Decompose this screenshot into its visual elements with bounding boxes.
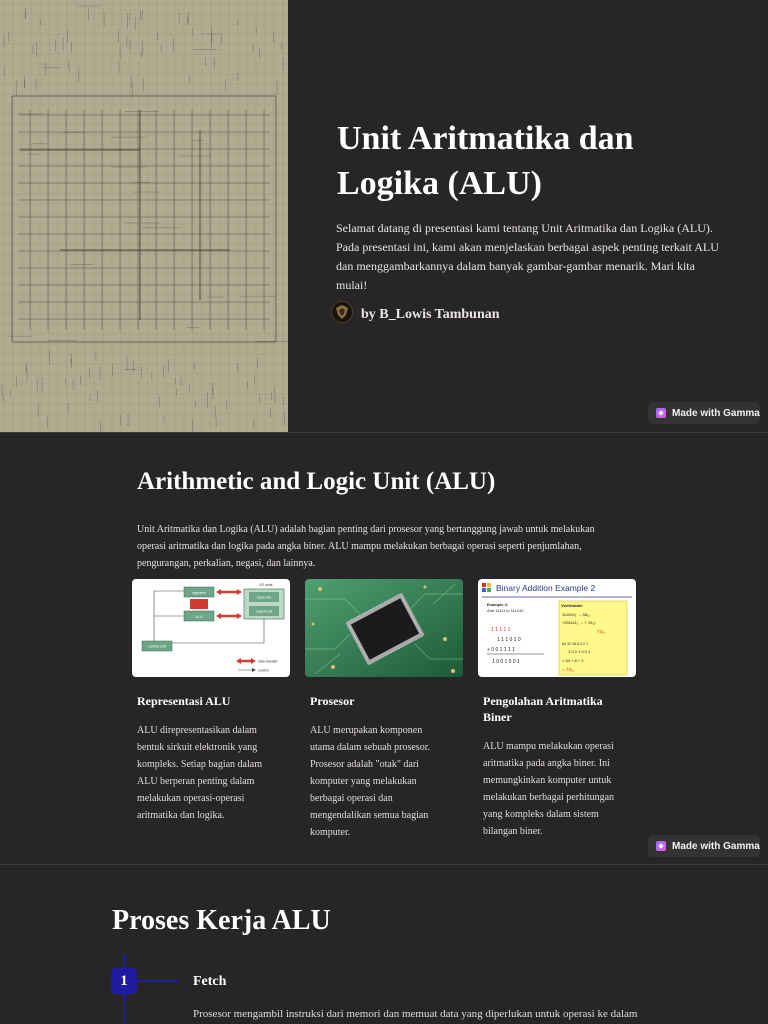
- title-slide: [0, 0, 768, 432]
- made-with-gamma-badge[interactable]: [648, 402, 760, 424]
- processor-chip-image: [305, 579, 463, 677]
- step-connector: [137, 980, 179, 982]
- verification-line-2: +001111₂ → + 15₁₀: [562, 620, 596, 625]
- card-title-pengolahan: Pengolahan Aritmatika Biner: [483, 694, 603, 724]
- card-title-representasi: Representasi ALU: [137, 694, 231, 708]
- place-values: 64 32 16 8 4 2 1: [562, 642, 588, 646]
- avatar: [331, 301, 353, 323]
- blueprint-drawing: [0, 0, 288, 432]
- place-result: = 73₁₀: [562, 667, 575, 672]
- binary-row-a: 1 1 1 0 1 0: [497, 637, 521, 643]
- badge-label: Made with Gamma: [672, 840, 760, 852]
- card-title-prosesor: Prosesor: [310, 694, 355, 708]
- binary-addition-image: [478, 579, 636, 677]
- binary-example-label: Example 2:: [487, 602, 509, 607]
- badge-label: Made with Gamma: [672, 407, 760, 419]
- slide-title: Arithmetic and Logic Unit (ALU): [137, 468, 496, 495]
- step-title: Fetch: [193, 974, 227, 989]
- diagram-label-input-unit: input unit: [256, 595, 272, 600]
- blueprint-image: [0, 0, 288, 432]
- card-text-prosesor: ALU merupakan komponen utama dalam sebuah prosesor. Prosesor adalah "otak" dari komputer yang melakukan berbagai operasi dan mengendalikan semua bagian komputer.: [310, 725, 430, 838]
- binary-row-b: + 0 0 1 1 1 1: [487, 647, 515, 653]
- made-with-gamma-badge[interactable]: [648, 835, 760, 857]
- legend-data-transfer: data transfer: [258, 659, 278, 664]
- process-slide: [0, 864, 768, 1024]
- card-text-representasi: ALU direpresentasikan dalam bentuk sirkuit elektronik yang kompleks. Setiap bagian dalam ALU berperan penting dalam melakukan operasi-operasi aritmatika dan logika.: [137, 725, 262, 821]
- slide-title: Unit Aritmatika dan Logika (ALU): [337, 120, 634, 202]
- diagram-label-alu: ALU: [195, 615, 203, 619]
- step-description: Prosesor mengambil instruksi dari memori dan memuat data yang diperlukan untuk operasi ke dalam: [193, 1008, 638, 1020]
- card-text-pengolahan: ALU mampu melakukan operasi aritmatika pada angka biner. Ini memungkinkan komputer untuk melakukan berbagai perhitungan yang kompleks dalam sistem bilangan biner.: [483, 741, 615, 837]
- diagram-label-control-unit: control unit: [148, 644, 166, 649]
- alu-diagram-image: [132, 579, 290, 677]
- binary-sum-row: 1 0 0 1 0 0 1: [492, 659, 520, 665]
- verification-line-3: 73₁₀: [597, 629, 606, 634]
- diagram-label-io-units: I/O units: [259, 583, 273, 587]
- verification-label: Verification: [561, 603, 583, 608]
- gamma-logo-icon: [656, 408, 666, 418]
- binary-example-text: Add 11111 to 111010.: [487, 608, 525, 613]
- diagram-label-registers: registers: [192, 591, 206, 595]
- binary-heading: Binary Addition Example 2: [496, 583, 596, 593]
- author-name: by B_Lowis Tambunan: [361, 307, 500, 322]
- place-sum: = 64 + 8 + 1: [562, 658, 584, 663]
- slide-description: Unit Aritmatika dan Logika (ALU) adalah bagian penting dari prosesor yang bertanggung jawab untuk melakukan operasi aritmatika dan logika pada angka biner. ALU mampu melakukan berbagai operasi seperti penjumlahan, pengurangan, perkalian, negasi, dan lainnya.: [137, 524, 595, 569]
- verification-line-1: 111010₂ → 58₁₀: [562, 612, 590, 617]
- alu-overview-slide: [0, 432, 768, 864]
- binary-carry-row: 1 1 1 1 1: [491, 627, 511, 633]
- place-bits: 1 0 0 1 0 0 1: [568, 649, 591, 654]
- legend-control: control: [258, 668, 269, 673]
- intro-paragraph: Selamat datang di presentasi kami tentang Unit Aritmatika dan Logika (ALU). Pada presentasi ini, kami akan menjelaskan berbagai aspek penting terkait ALU dan menggambarkannya dalam banyak gambar-gambar menarik. Mari kita mulai!: [336, 221, 719, 292]
- slide-title: Proses Kerja ALU: [112, 905, 331, 936]
- step-number-badge: 1: [111, 968, 137, 994]
- gamma-logo-icon: [656, 841, 666, 851]
- diagram-label-output-unit: output unit: [255, 609, 273, 614]
